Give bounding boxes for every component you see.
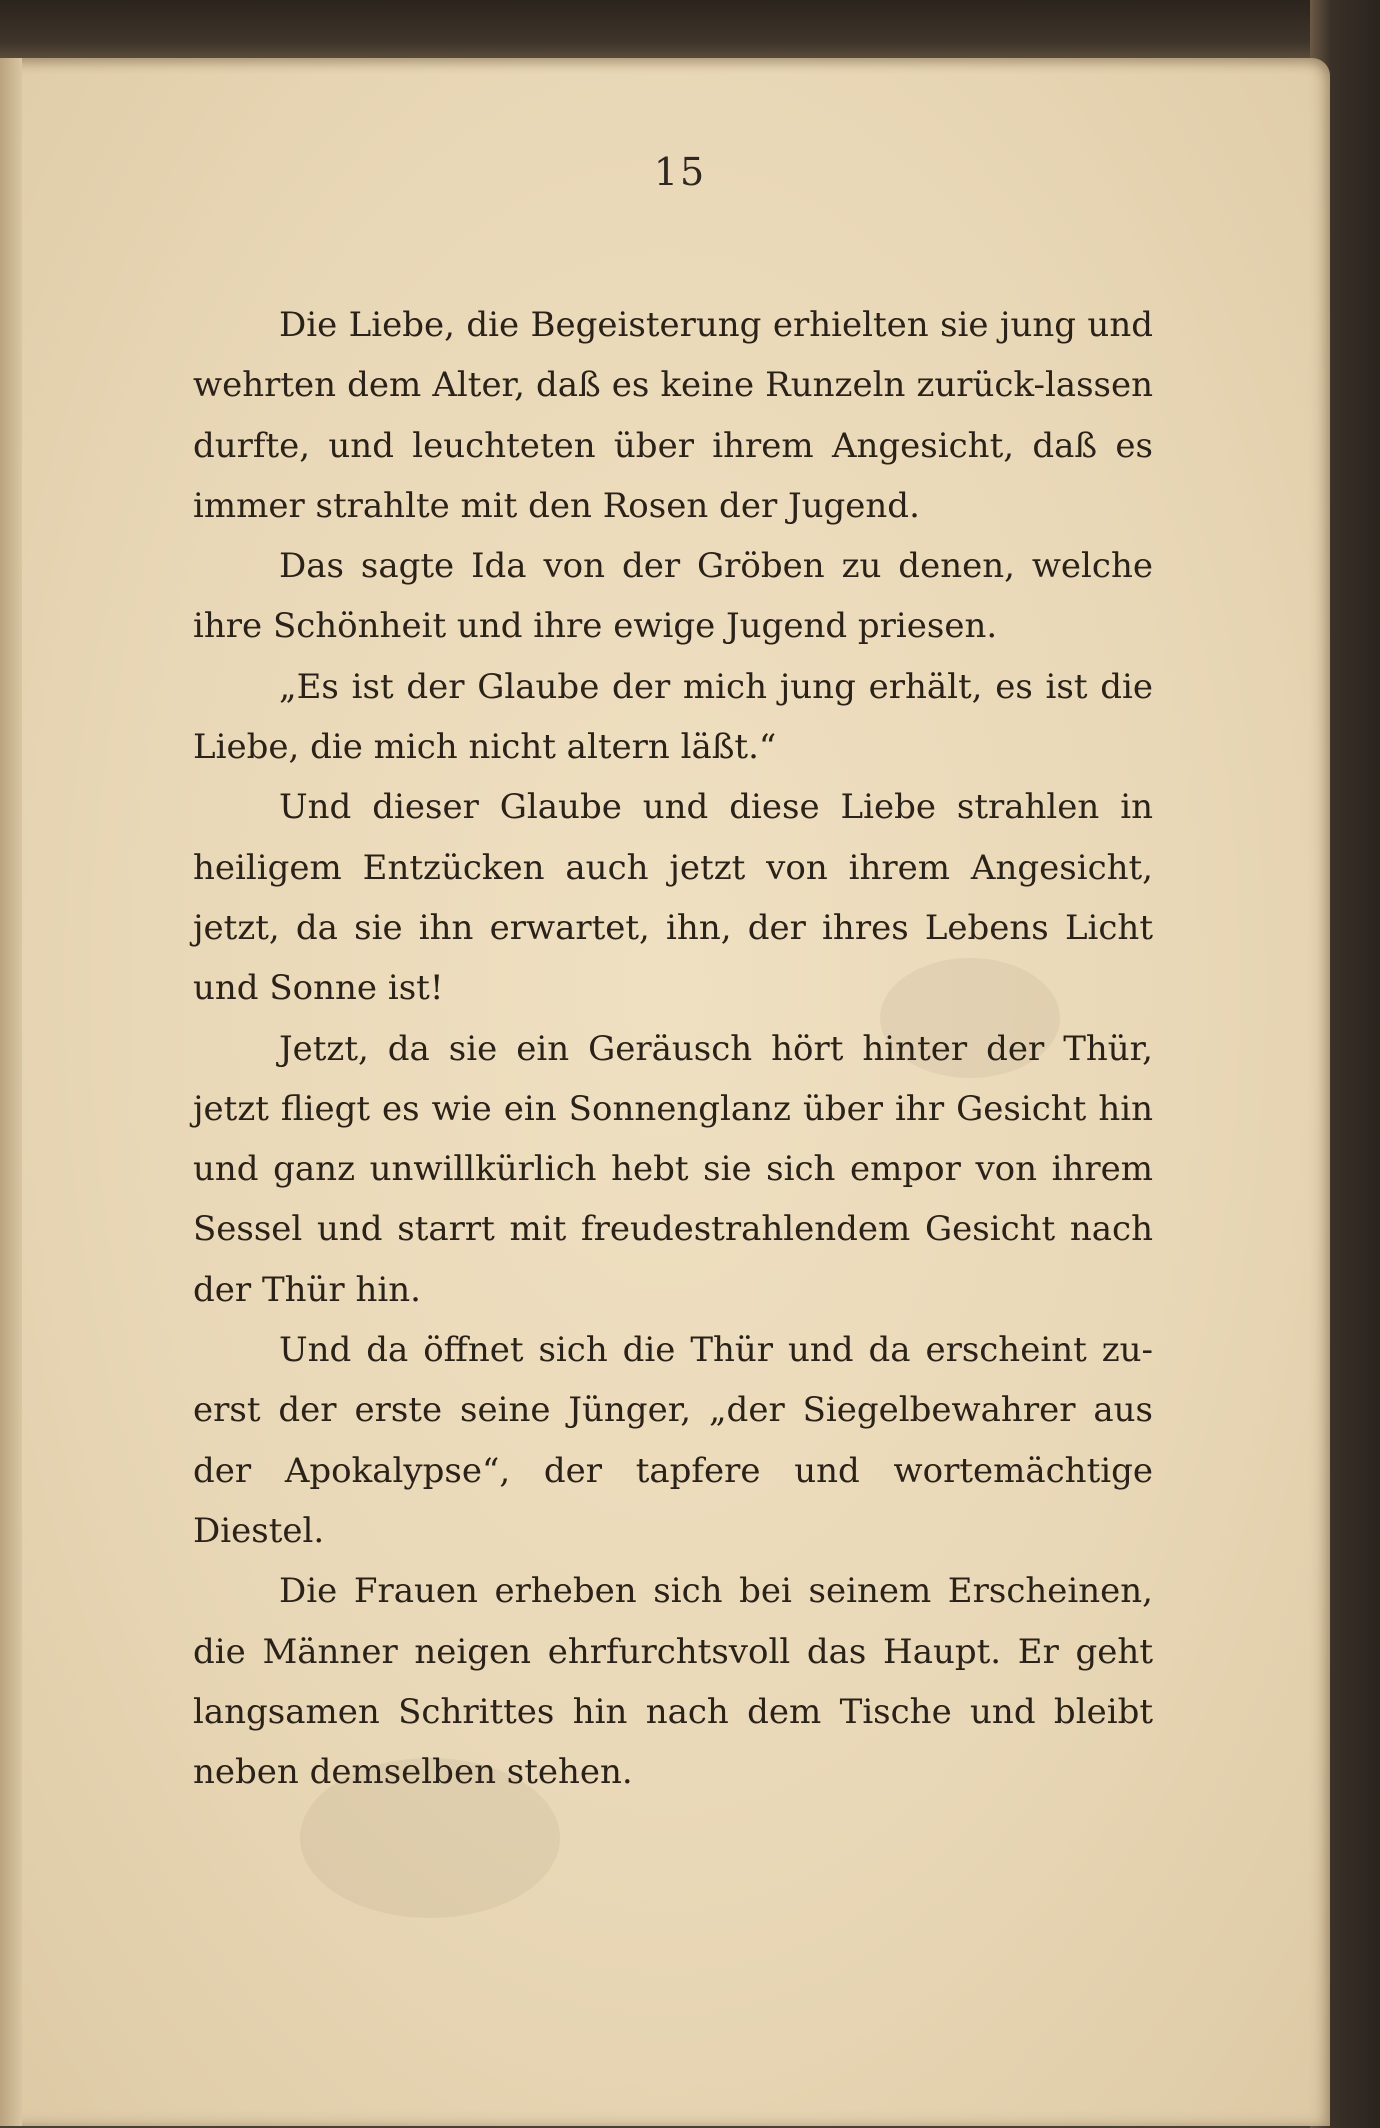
paragraph: Das sagte Ida von der Gröben zu denen, welche ihre Schönheit und ihre ewige Jugend priesen. [193, 546, 1153, 647]
paragraph: „Es ist der Glaube der mich jung erhält, es ist die Liebe, die mich nicht altern läßt.“ [193, 666, 1153, 768]
paragraph: Jetzt, da sie ein Geräusch hört hinter der Thür, jetzt fliegt es wie ein Sonnenglanz über ihr Gesicht hin und ganz unwillkürlich hebt sie sich empor von ihrem Sessel und starrt mit freudestrahlendem Gesicht nach der Thür hin. [193, 1028, 1153, 1310]
paragraph: Und dieser Glaube und diese Liebe strahlen in heiligem Entzücken auch jetzt von ihrem Angesicht, jetzt, da sie ihn erwartet, ihn, der ihres Lebens Licht und Sonne ist! [193, 787, 1153, 1009]
page-number: 15 [653, 150, 707, 194]
paragraph: Die Liebe, die Begeisterung erhielten sie jung und wehrten dem Alter, daß es keine Runzeln zurück-lassen durfte, und leuchteten über ihrem Angesicht, daß es immer strahlte mit den Rosen der Jugend. [193, 305, 1153, 526]
page-gutter [0, 58, 22, 2126]
body-text [193, 295, 1153, 1802]
paragraph: Und da öffnet sich die Thür und da erscheint zu-erst der erste seine Jünger, „der Siegelbewahrer aus der Apokalypse“, der tapfere und wortemächtige Diestel. [193, 1330, 1153, 1551]
paragraph: Die Frauen erheben sich bei seinem Erscheinen, die Männer neigen ehrfurchtsvoll das Haupt. Er geht langsamen Schrittes hin nach dem Tische und bleibt neben demselben stehen. [193, 1571, 1153, 1793]
